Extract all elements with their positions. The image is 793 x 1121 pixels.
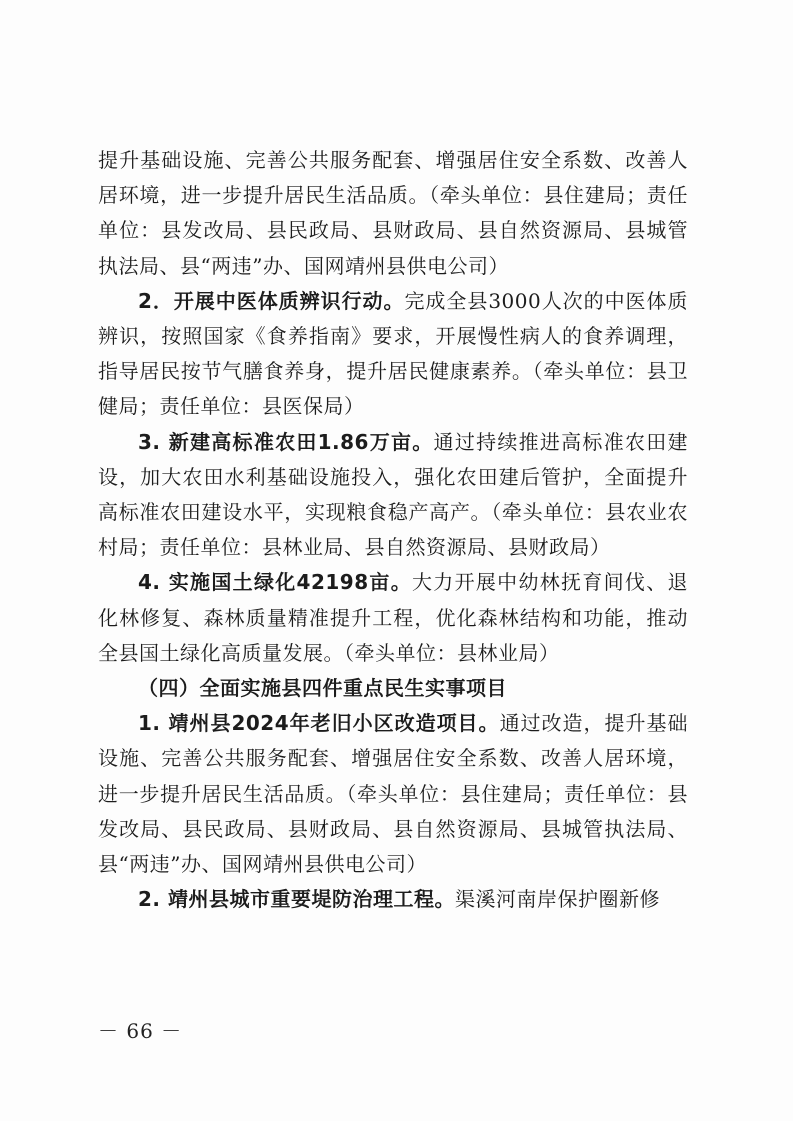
item-heading: 2. 靖州县城市重要堤防治理工程。: [138, 887, 455, 912]
document-body: [98, 143, 688, 917]
item-heading: 2．开展中医体质辨识行动。: [138, 288, 405, 313]
paragraph-item-3: [98, 425, 688, 566]
paragraph-text: 通过持续推进高标准农田建设，加大农田水利基础设施投入，强化农田建后管护，全面提升高标准农田建设水平，实现粮食稳产高产。（牵头单位：县农业农村局；责任单位：县林业局、县自然资源局、县财政局）: [98, 429, 688, 560]
paragraph-item-4: [98, 565, 688, 671]
paragraph-continued: [98, 143, 688, 284]
item-heading: 4. 实施国土绿化42198亩。: [138, 570, 412, 595]
section-heading: （四）全面实施县四件重点民生实事项目: [138, 676, 507, 701]
paragraph-item-2: [98, 284, 688, 425]
paragraph-text: 渠溪河南岸保护圈新修: [454, 887, 660, 912]
paragraph-text: 通过改造，提升基础设施、完善公共服务配套、增强居住安全系数、改善人居环境，进一步提升居民生活品质。（牵头单位：县住建局；责任单位：县发改局、县民政局、县财政局、县自然资源局、县城管执法局、县“两违”办、国网靖州县供电公司）: [98, 711, 689, 877]
page-number: － 66 －: [98, 1019, 183, 1043]
item-heading: 1. 靖州县2024年老旧小区改造项目。: [138, 711, 500, 736]
paragraph-text: 完成全县3000人次的中医体质辨识，按照国家《食养指南》要求，开展慢性病人的食养调理，指导居民按节气膳食养身，提升居民健康素养。（牵头单位：县卫健局；责任单位：县医保局）: [98, 288, 688, 419]
item-heading: 3. 新建高标准农田1.86万亩。: [138, 429, 434, 454]
section-item-1: [98, 706, 688, 882]
paragraph-text: 大力开展中幼林抚育间伐、退化林修复、森林质量精准提升工程，优化森林结构和功能，推动全县国土绿化高质量发展。（牵头单位：县林业局）: [98, 570, 688, 665]
section-item-2: [98, 882, 688, 917]
paragraph-text: 提升基础设施、完善公共服务配套、增强居住安全系数、改善人居环境，进一步提升居民生活品质。（牵头单位：县住建局；责任单位：县发改局、县民政局、县财政局、县自然资源局、县城管执法局、县“两违”办、国网靖州县供电公司）: [98, 148, 688, 278]
